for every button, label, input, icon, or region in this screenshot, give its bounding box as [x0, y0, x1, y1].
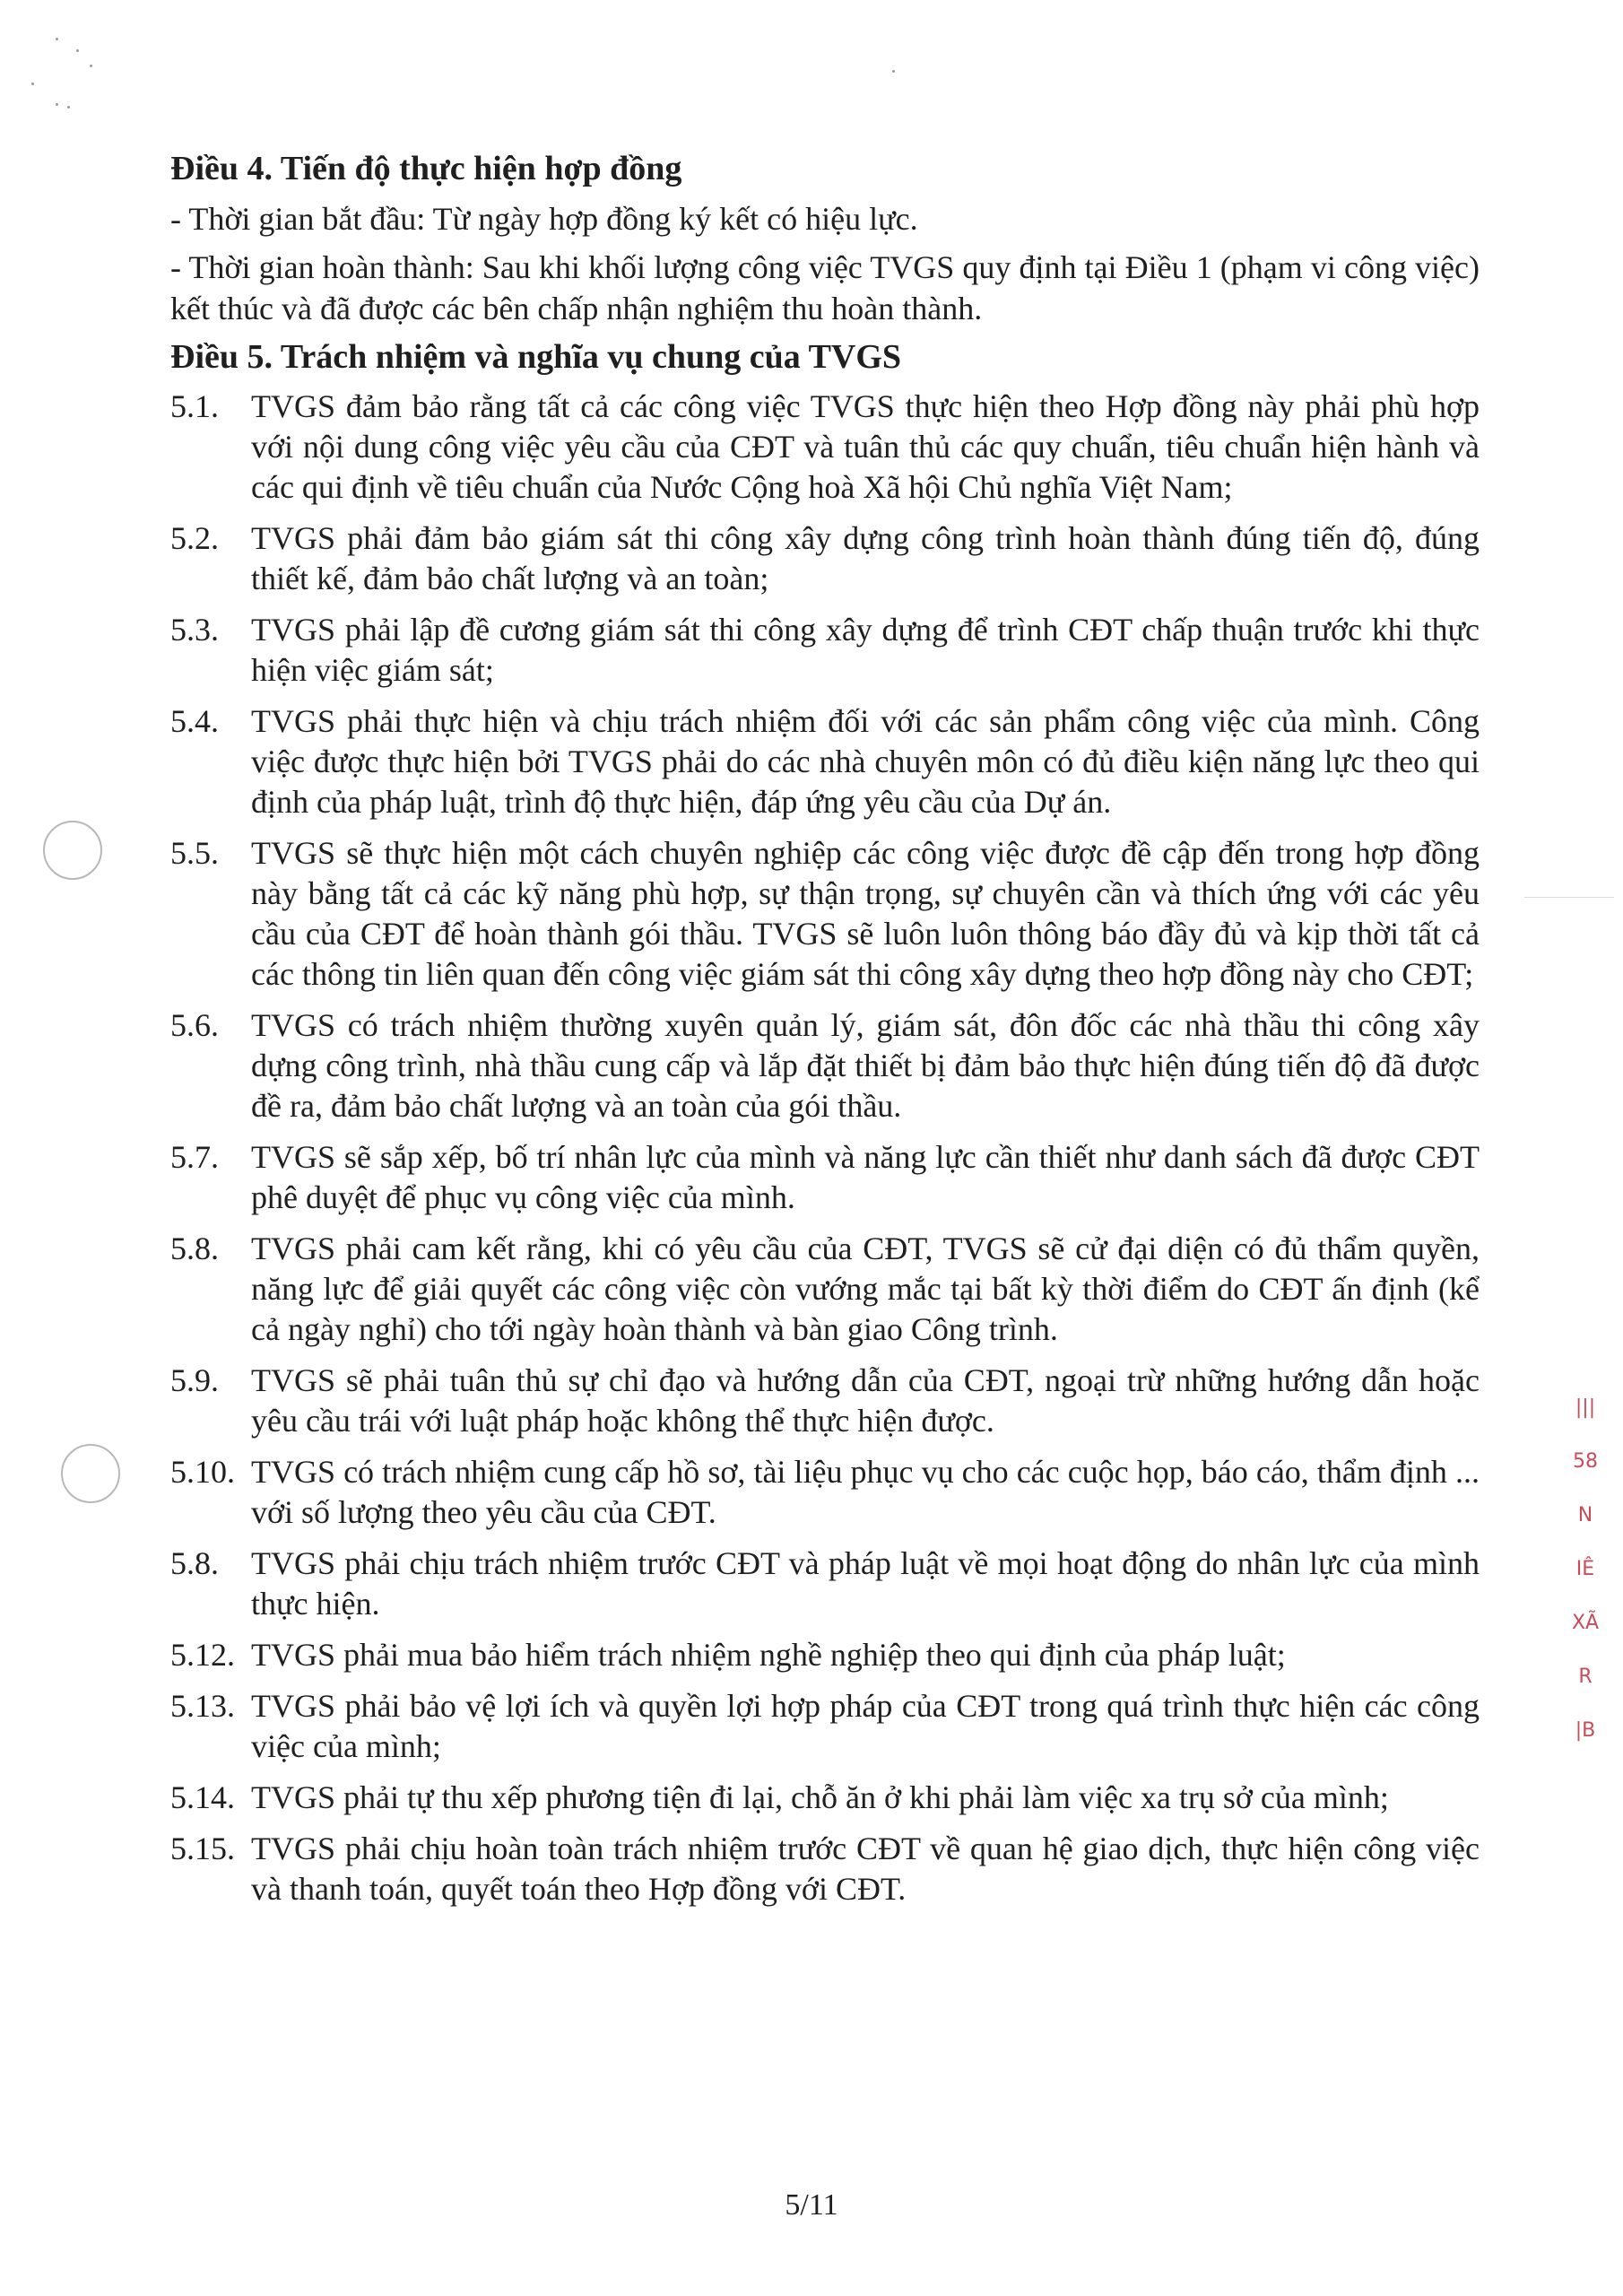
scan-edge-line: [1524, 897, 1614, 898]
clause-number: 5.4.: [170, 703, 219, 739]
clause-number: 5.2.: [170, 520, 219, 556]
clause-text: TVGS đảm bảo rằng tất cả các công việc TVGS thực hiện theo Hợp đồng này phải phù hợp với nội dung công việc yêu cầu của CĐT và tuân thủ các quy chuẩn, tiêu chuẩn hiện hành và các qui định về tiêu chuẩn của Nước Cộng hoà Xã hội Chủ nghĩa Việt Nam;: [251, 388, 1480, 505]
clause-number: 5.3.: [170, 612, 219, 648]
stamp-fragment: |B: [1575, 1719, 1596, 1742]
clause-text: TVGS có trách nhiệm thường xuyên quản lý, giám sát, đôn đốc các nhà thầu thi công xây dựng công trình, nhà thầu cung cấp và lắp đặt thiết bị đảm bảo thực hiện đúng tiến độ đã được đề ra, đảm bảo chất lượng và an toàn của gói thầu.: [251, 1007, 1480, 1124]
clause-text: TVGS sẽ thực hiện một cách chuyên nghiệp các công việc được đề cập đến trong hợp đồng này bằng tất cả các kỹ năng phù hợp, sự thận trọng, sự chuyên cần và thích ứng với các yêu cầu của CĐT để hoàn thành gói thầu. TVGS sẽ luôn luôn thông báo đầy đủ và kịp thời tất cả các thông tin liên quan đến công việc giám sát thi công xây dựng theo hợp đồng này cho CĐT;: [251, 835, 1480, 992]
clause-item: [170, 518, 1480, 599]
clause-text: TVGS phải mua bảo hiểm trách nhiệm nghề nghiệp theo qui định của pháp luật;: [251, 1637, 1286, 1673]
clause-item: [170, 1829, 1480, 1909]
clause-number: 5.5.: [170, 835, 219, 871]
clause-item: [170, 1635, 1480, 1675]
clause-text: TVGS sẽ sắp xếp, bố trí nhân lực của mình và năng lực cần thiết như danh sách đã được CĐT phê duyệt để phục vụ công việc của mình.: [251, 1139, 1480, 1215]
clause-number: 5.10.: [170, 1454, 235, 1490]
clause-number: 5.13.: [170, 1688, 235, 1724]
clause-number: 5.9.: [170, 1362, 219, 1398]
clause-text: TVGS phải tự thu xếp phương tiện đi lại, chỗ ăn ở khi phải làm việc xa trụ sở của mình;: [251, 1779, 1389, 1815]
scan-speck: [56, 38, 58, 40]
clause-item: [170, 1005, 1480, 1126]
punch-hole: [43, 821, 102, 880]
clause-item: [170, 1229, 1480, 1350]
page-number: 5/11: [785, 2188, 838, 2222]
stamp-fragment: N: [1577, 1504, 1593, 1526]
clause-text: TVGS phải cam kết rằng, khi có yêu cầu của CĐT, TVGS sẽ cử đại diện có đủ thẩm quyền, năng lực để giải quyết các công việc còn vướng mắc tại bất kỳ thời điểm do CĐT ấn định (kể cả ngày nghỉ) cho tới ngày hoàn thành và bàn giao Công trình.: [251, 1231, 1480, 1347]
clause-number: 5.12.: [170, 1637, 235, 1673]
clause-text: TVGS có trách nhiệm cung cấp hồ sơ, tài liệu phục vụ cho các cuộc họp, báo cáo, thẩm định ... với số lượng theo yêu cầu của CĐT.: [251, 1454, 1480, 1530]
article-5-heading: Điều 5. Trách nhiệm và nghĩa vụ chung của TVGS: [170, 338, 902, 376]
stamp-fragment: |||: [1575, 1396, 1596, 1419]
clause-number: 5.15.: [170, 1831, 235, 1866]
clause-text: TVGS phải đảm bảo giám sát thi công xây dựng công trình hoàn thành đúng tiến độ, đúng thiết kế, đảm bảo chất lượng và an toàn;: [251, 520, 1480, 596]
clause-text: TVGS phải chịu trách nhiệm trước CĐT và pháp luật về mọi hoạt động do nhân lực của mình thực hiện.: [251, 1545, 1480, 1622]
clause-item: [170, 1452, 1480, 1533]
clause-text: TVGS phải lập đề cương giám sát thi công xây dựng để trình CĐT chấp thuận trước khi thực hiện việc giám sát;: [251, 612, 1480, 688]
stamp-fragment: IÊ: [1575, 1558, 1595, 1580]
clause-number: 5.1.: [170, 388, 219, 424]
clause-text: TVGS phải bảo vệ lợi ích và quyền lợi hợp pháp của CĐT trong quá trình thực hiện các công việc của mình;: [251, 1688, 1480, 1764]
stamp-fragment: XÃ: [1571, 1612, 1600, 1634]
stamp-fragment: R: [1578, 1665, 1593, 1688]
clause-number: 5.7.: [170, 1139, 219, 1175]
clause-list: [170, 387, 1480, 1909]
scan-speck: [76, 49, 79, 52]
clause-item: [170, 610, 1480, 691]
clause-item: [170, 701, 1480, 822]
scan-speck: [90, 65, 92, 67]
clause-item: [170, 1544, 1480, 1624]
clause-text: TVGS phải chịu hoàn toàn trách nhiệm trước CĐT về quan hệ giao dịch, thực hiện công việc và thanh toán, quyết toán theo Hợp đồng với CĐT.: [251, 1831, 1480, 1907]
scan-speck: [56, 103, 58, 106]
stamp-fragment: 58: [1573, 1450, 1598, 1473]
clause-number: 5.6.: [170, 1007, 219, 1043]
article-4-heading: Điều 4. Tiến độ thực hiện hợp đồng: [170, 150, 682, 187]
clause-text: TVGS sẽ phải tuân thủ sự chỉ đạo và hướng dẫn của CĐT, ngoại trừ những hướng dẫn hoặc yêu cầu trái với luật pháp hoặc không thể thực hiện được.: [251, 1362, 1480, 1439]
scan-speck: [67, 106, 70, 109]
punch-hole: [61, 1444, 120, 1503]
clause-item: [170, 1137, 1480, 1218]
clause-item: [170, 387, 1480, 508]
scan-speck: [31, 83, 34, 85]
clause-text: TVGS phải thực hiện và chịu trách nhiệm đối với các sản phẩm công việc của mình. Công việc được thực hiện bởi TVGS phải do các nhà chuyên môn có đủ điều kiện năng lực theo qui định của pháp luật, trình độ thực hiện, đáp ứng yêu cầu của Dự án.: [251, 703, 1480, 820]
clause-item: [170, 1361, 1480, 1441]
clause-number: 5.14.: [170, 1779, 235, 1815]
clause-number: 5.8.: [170, 1231, 219, 1266]
clause-item: [170, 833, 1480, 995]
document-body: [170, 148, 1480, 1920]
margin-stamp: [1567, 1381, 1603, 1758]
completion-time: - Thời gian hoàn thành: Sau khi khối lượng công việc TVGS quy định tại Điều 1 (phạm vi công việc) kết thúc và đã được các bên chấp nhận nghiệm thu hoàn thành.: [170, 249, 1480, 326]
scan-speck: [892, 70, 895, 73]
start-time: - Thời gian bắt đầu: Từ ngày hợp đồng ký kết có hiệu lực.: [170, 201, 918, 237]
clause-item: [170, 1686, 1480, 1767]
clause-number: 5.8.: [170, 1545, 219, 1581]
clause-item: [170, 1778, 1480, 1818]
